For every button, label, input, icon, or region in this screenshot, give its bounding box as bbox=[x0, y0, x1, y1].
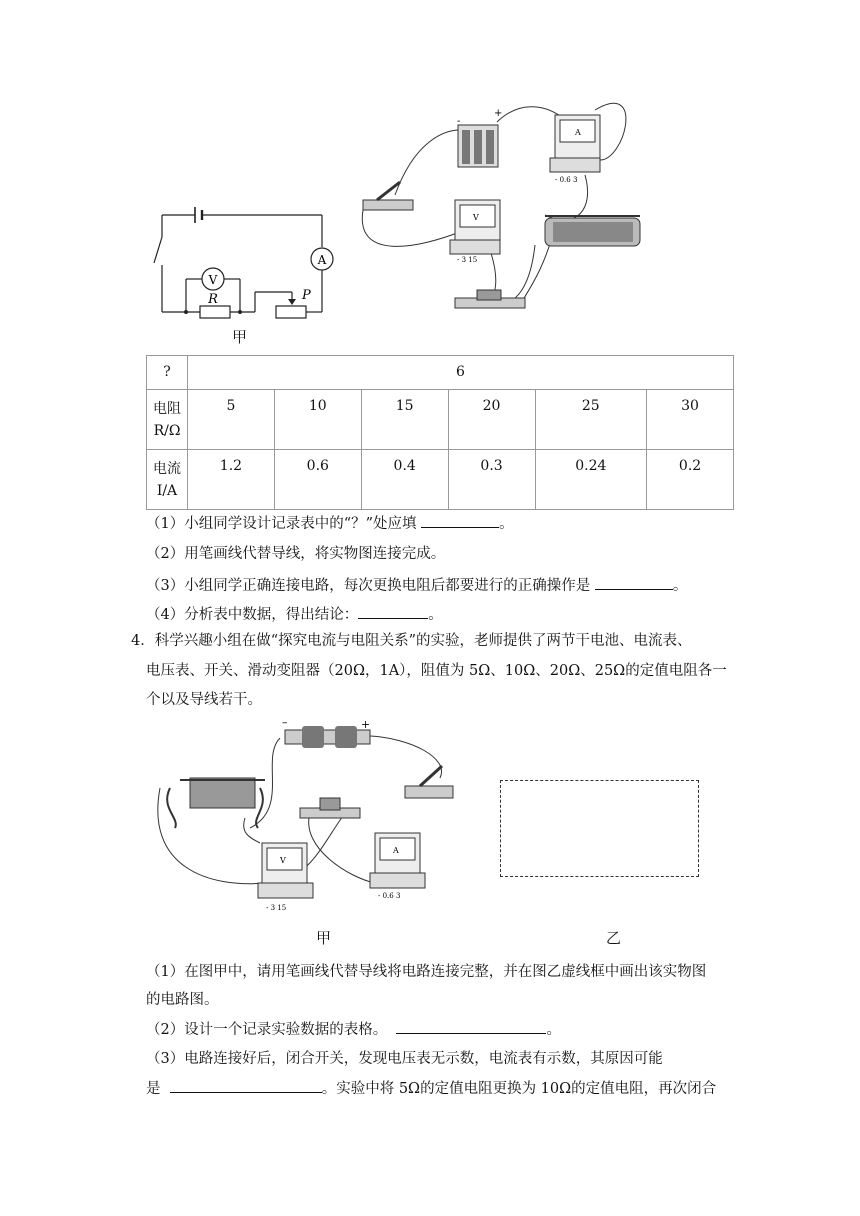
svg-text:V: V bbox=[473, 213, 479, 222]
table-cell: 15 bbox=[361, 390, 448, 450]
figure2-caption-left: 甲 bbox=[316, 929, 332, 947]
resistor-icon bbox=[300, 798, 360, 818]
data-table bbox=[146, 355, 734, 510]
answer-blank[interactable] bbox=[396, 1019, 546, 1034]
table-cell: 25 bbox=[535, 390, 647, 450]
svg-text:-: - bbox=[457, 116, 461, 127]
svg-text:A: A bbox=[575, 128, 581, 137]
svg-text:+: + bbox=[361, 718, 371, 731]
q3-sub3: （3）小组同学正确连接电路，每次更换电阻后都要进行的正确操作是 。 bbox=[146, 575, 687, 596]
switch-icon bbox=[405, 766, 453, 798]
switch-icon bbox=[363, 182, 413, 210]
circuit-diagram-dashed-box[interactable] bbox=[500, 780, 699, 877]
q4-sub1-line2: 的电路图。 bbox=[146, 992, 219, 1008]
q3-sub2: （2）用笔画线代替导线，将实物图连接完成。 bbox=[146, 546, 446, 562]
ammeter-scale: - 0.6 3 bbox=[555, 176, 578, 184]
voltmeter-icon bbox=[450, 200, 500, 264]
voltmeter-scale: - 3 15 bbox=[266, 904, 287, 912]
apparatus-drawing-1 bbox=[355, 100, 655, 325]
q4-sub2: （2）设计一个记录实验数据的表格。 。 bbox=[146, 1019, 561, 1040]
table-cell: 0.3 bbox=[448, 450, 535, 510]
ammeter-scale: - 0.6 3 bbox=[378, 892, 401, 900]
battery-icon bbox=[282, 718, 370, 748]
table-header-label: ? bbox=[147, 356, 188, 390]
table-cell: 30 bbox=[647, 390, 734, 450]
circuit-diagram-1 bbox=[140, 195, 340, 330]
answer-blank[interactable] bbox=[358, 604, 428, 619]
slider-symbol: P bbox=[302, 288, 311, 303]
q4-line2: 电压表、开关、滑动变阻器（20Ω，1A），阻值为 5Ω、10Ω、20Ω、25Ω的定值电阻各一 bbox=[146, 663, 727, 679]
table-cell: 0.24 bbox=[535, 450, 647, 510]
table-cell: 10 bbox=[274, 390, 361, 450]
ammeter-symbol: A bbox=[317, 253, 327, 267]
ammeter-icon bbox=[550, 115, 600, 184]
q4-line3: 个以及导线若干。 bbox=[146, 692, 262, 708]
q4-sub3-line1: （3）电路连接好后，闭合开关，发现电压表无示数，电流表有示数，其原因可能 bbox=[146, 1051, 663, 1067]
battery-icon bbox=[457, 108, 502, 167]
q3-sub1: （1）小组同学设计记录表中的“？”处应填 。 bbox=[146, 513, 514, 534]
figure1-caption: 甲 bbox=[232, 328, 248, 346]
table-row bbox=[147, 450, 734, 510]
ammeter-icon bbox=[370, 833, 425, 900]
figure2-caption-right: 乙 bbox=[606, 929, 622, 947]
q4-sub3-line2: 是 。实验中将 5Ω的定值电阻更换为 10Ω的定值电阻，再次闭合 bbox=[146, 1078, 716, 1099]
answer-blank[interactable] bbox=[421, 513, 499, 528]
table-cell: 20 bbox=[448, 390, 535, 450]
table-cell: 0.4 bbox=[361, 450, 448, 510]
rheostat-icon bbox=[545, 216, 640, 246]
svg-text:+: + bbox=[494, 108, 503, 119]
table-cell: 0.2 bbox=[647, 450, 734, 510]
apparatus-drawing-2 bbox=[150, 718, 465, 918]
table-cell: 1.2 bbox=[188, 450, 275, 510]
q3-sub4: （4）分析表中数据，得出结论： 。 bbox=[146, 604, 443, 625]
table-row bbox=[147, 390, 734, 450]
q4-sub1-line1: （1）在图甲中，请用笔画线代替导线将电路连接完整，并在图乙虚线框中画出该实物图 bbox=[146, 964, 707, 980]
rheostat-icon bbox=[167, 778, 265, 828]
table-cell: 0.6 bbox=[274, 450, 361, 510]
row-label: 电阻 R/Ω bbox=[147, 390, 188, 450]
resistor-icon bbox=[455, 290, 525, 308]
q4-line1: 4．科学兴趣小组在做“探究电流与电阻关系”的实验，老师提供了两节干电池、电流表、 bbox=[131, 633, 692, 649]
voltmeter-icon bbox=[258, 843, 313, 912]
row-label: 电流 I/A bbox=[147, 450, 188, 510]
answer-blank[interactable] bbox=[170, 1078, 322, 1093]
svg-text:A: A bbox=[393, 846, 399, 855]
table-cell: 5 bbox=[188, 390, 275, 450]
svg-text:–: – bbox=[282, 718, 288, 729]
answer-blank[interactable] bbox=[595, 575, 673, 590]
resistor-symbol: R bbox=[208, 292, 218, 307]
svg-text:V: V bbox=[280, 856, 286, 865]
voltmeter-scale: - 3 15 bbox=[457, 256, 478, 264]
table-header-value: 6 bbox=[188, 356, 734, 390]
voltmeter-symbol: V bbox=[208, 273, 218, 287]
